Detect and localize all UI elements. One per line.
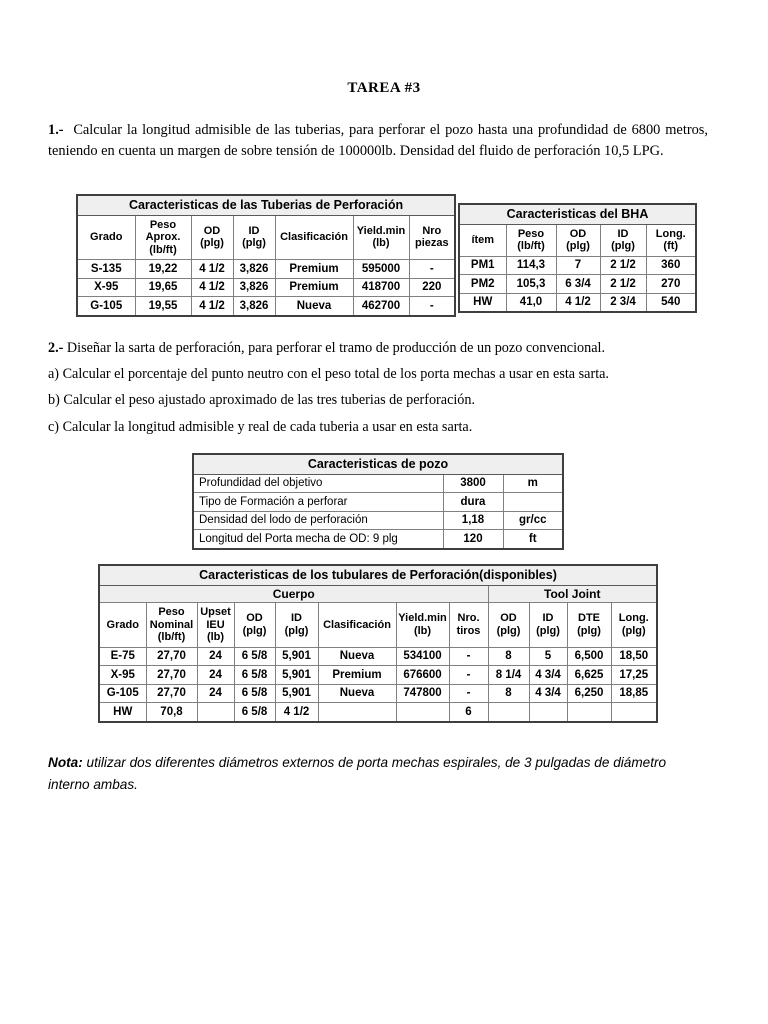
problem-2a-paragraph: a) Calcular el porcentaje del punto neutro con el peso total de los porta mechas a usar en esta sarta. — [48, 366, 609, 382]
table-row — [193, 474, 563, 493]
cell-yield: 595000 — [353, 260, 409, 279]
note-paragraph — [48, 752, 708, 796]
cell-dte: 6,250 — [567, 684, 611, 703]
problem-2b-paragraph: b) Calcular el peso ajustado aproximado de las tres tuberias de perforación. — [48, 392, 476, 408]
cell-yield: 418700 — [353, 278, 409, 297]
cell-id: 3,826 — [233, 297, 275, 316]
col-long — [611, 603, 657, 648]
cell-od: 4 1/2 — [191, 278, 233, 297]
cell-peso-nominal: 27,70 — [146, 666, 197, 685]
col-nro-piezas — [409, 215, 455, 260]
problem-2-number: 2.- — [48, 340, 64, 356]
table-row-title — [193, 454, 563, 474]
cell-upset: 24 — [197, 647, 234, 666]
table-row — [459, 293, 696, 312]
group-header-tool-joint: Tool Joint — [488, 585, 657, 603]
col-peso-line1: Peso — [149, 218, 177, 231]
cell-value: 1,18 — [443, 511, 503, 530]
col-id-line1: ID — [617, 227, 629, 240]
cell-clasificacion: Nueva — [318, 684, 396, 703]
cell-clasificacion: Nueva — [275, 297, 353, 316]
problem-2c-paragraph: c) Calcular la longitud admisible y real de cada tuberia a usar en esta sarta. — [48, 419, 473, 435]
col-nro-tiros — [449, 603, 488, 648]
col-peso-nominal-line2: Nominal — [149, 618, 194, 631]
cell-nro-piezas: - — [409, 297, 455, 316]
problem-2-text: Diseñar la sarta de perforación, para perforar el tramo de producción de un pozo convencional. — [66, 340, 606, 356]
col-nro-tiros-line1: Nro. — [457, 612, 480, 625]
cell-label: Longitud del Porta mecha de OD: 9 plg — [193, 530, 443, 549]
col-long-line1: Long. — [655, 227, 686, 240]
table-row-title — [459, 204, 696, 224]
cell-id: 2 1/2 — [600, 256, 646, 275]
col-peso-nominal-line3: (lb/ft) — [157, 631, 186, 643]
cell-od: 6 3/4 — [556, 275, 600, 294]
col-dte-line2: (plg) — [577, 624, 601, 637]
col-peso-line2: Aprox. — [145, 231, 181, 243]
col-id-tooljoint — [529, 603, 567, 648]
cell-id-tooljoint: 4 3/4 — [529, 684, 567, 703]
col-id-tj-line1: ID — [542, 612, 554, 625]
cell-id: 3,826 — [233, 260, 275, 279]
cell-clasificacion: Premium — [275, 260, 353, 279]
problem-1-text: Calcular la longitud admisible de las tuberias, para perforar el pozo hasta una profundidad de 6800 metros, teniendo en cuenta un margen de sobre tensión de 100000lb. Densidad del fluido de perforación 10,5 LPG. — [48, 122, 708, 159]
col-item — [459, 224, 506, 256]
cell-long: 540 — [646, 293, 696, 312]
table-row — [77, 297, 455, 316]
col-id — [233, 215, 275, 260]
cell-item: PM1 — [459, 256, 506, 275]
cell-od: 7 — [556, 256, 600, 275]
cell-id-cuerpo: 5,901 — [275, 684, 318, 703]
cell-od: 4 1/2 — [191, 297, 233, 316]
table-row — [77, 278, 455, 297]
cell-clasificacion: Nueva — [318, 647, 396, 666]
cell-long: 270 — [646, 275, 696, 294]
cell-od: 4 1/2 — [556, 293, 600, 312]
col-clasificacion — [275, 215, 353, 260]
col-upset-line1: Upset — [200, 606, 231, 618]
problem-1-paragraph — [48, 120, 708, 162]
table-header-row — [459, 224, 696, 256]
col-od-line2: (plg) — [200, 237, 224, 250]
col-yield-line2: (lb) — [372, 237, 390, 250]
table-pozo-title: Caracteristicas de pozo — [193, 454, 563, 474]
table-tubulares-title: Caracteristicas de los tubulares de Perforación(disponibles) — [99, 565, 657, 585]
cell-peso-nominal: 27,70 — [146, 647, 197, 666]
cell-grado: E-75 — [99, 647, 146, 666]
col-od — [191, 215, 233, 260]
col-od — [556, 224, 600, 256]
note-text: utilizar dos diferentes diámetros externos de porta mechas espirales, de 3 pulgadas de diámetro interno ambas. — [48, 755, 667, 792]
cell-od-tooljoint — [488, 703, 529, 722]
col-od-tooljoint — [488, 603, 529, 648]
cell-peso: 114,3 — [506, 256, 556, 275]
cell-unit: m — [503, 474, 563, 493]
col-peso-line2: (lb/ft) — [517, 240, 545, 252]
col-id-line1: ID — [248, 224, 260, 237]
col-long-line1: Long. — [618, 612, 649, 625]
col-upset-line3: (lb) — [206, 631, 225, 643]
col-peso — [506, 224, 556, 256]
cell-grado: X-95 — [77, 278, 135, 297]
cell-unit: gr/cc — [503, 511, 563, 530]
cell-grado: G-105 — [77, 297, 135, 316]
cell-od-cuerpo: 6 5/8 — [234, 647, 275, 666]
cell-grado: S-135 — [77, 260, 135, 279]
cell-label: Profundidad del objetivo — [193, 474, 443, 493]
cell-od-cuerpo: 6 5/8 — [234, 703, 275, 722]
cell-id-tooljoint: 4 3/4 — [529, 666, 567, 685]
cell-yield: 747800 — [396, 684, 449, 703]
col-item-line1: ítem — [471, 233, 495, 246]
cell-peso: 19,22 — [135, 260, 191, 279]
col-long-line2: (ft) — [663, 240, 679, 252]
cell-nro-tiros: 6 — [449, 703, 488, 722]
cell-grado: G-105 — [99, 684, 146, 703]
table-row — [459, 275, 696, 294]
table-tuberias-perforacion — [76, 194, 456, 317]
col-od-line2: (plg) — [566, 240, 590, 252]
cell-nro-piezas: - — [409, 260, 455, 279]
cell-yield: 534100 — [396, 647, 449, 666]
cell-upset: 24 — [197, 666, 234, 685]
cell-value: 3800 — [443, 474, 503, 493]
table-row — [99, 647, 657, 666]
note-label: Nota: — [48, 755, 83, 770]
col-od-cuerpo-line2: (plg) — [242, 624, 267, 637]
col-id-cuerpo-line1: ID — [291, 612, 302, 625]
col-id-tj-line2: (plg) — [536, 624, 560, 637]
col-id-cuerpo-line2: (plg) — [284, 624, 309, 637]
col-id — [600, 224, 646, 256]
cell-long: 360 — [646, 256, 696, 275]
page-title: TAREA #3 — [347, 80, 421, 96]
cell-item: PM2 — [459, 275, 506, 294]
table-bha — [458, 203, 697, 313]
cell-id-tooljoint — [529, 703, 567, 722]
col-nro-line1: Nro — [422, 224, 442, 237]
table-row-title — [99, 565, 657, 585]
table-caracteristicas-pozo — [192, 453, 564, 550]
col-peso-line3: (lb/ft) — [149, 243, 177, 256]
cell-od-cuerpo: 6 5/8 — [234, 666, 275, 685]
col-nro-tiros-line2: tiros — [456, 624, 481, 637]
table-row — [193, 493, 563, 512]
cell-label: Densidad del lodo de perforación — [193, 511, 443, 530]
col-grado-line1: Grado — [106, 618, 139, 631]
col-od-tj-line1: OD — [500, 612, 517, 625]
cell-peso: 19,65 — [135, 278, 191, 297]
table-header-row — [99, 603, 657, 648]
cell-long: 18,50 — [611, 647, 657, 666]
col-yield-line2: (lb) — [413, 624, 432, 637]
cell-id-cuerpo: 5,901 — [275, 647, 318, 666]
col-od-tj-line2: (plg) — [496, 624, 521, 637]
col-upset-ieu — [197, 603, 234, 648]
table-bha-title: Caracteristicas del BHA — [459, 204, 696, 224]
cell-od-tooljoint: 8 — [488, 647, 529, 666]
col-grado — [77, 215, 135, 260]
cell-id: 2 1/2 — [600, 275, 646, 294]
cell-id-cuerpo: 4 1/2 — [275, 703, 318, 722]
col-peso-line1: Peso — [517, 227, 545, 240]
cell-upset: 24 — [197, 684, 234, 703]
problem-2-paragraph — [48, 338, 708, 359]
table-row — [99, 666, 657, 685]
cell-peso: 19,55 — [135, 297, 191, 316]
cell-value: dura — [443, 493, 503, 512]
cell-id-cuerpo: 5,901 — [275, 666, 318, 685]
col-long-line2: (plg) — [621, 624, 646, 637]
table-row — [459, 256, 696, 275]
col-od-cuerpo-line1: OD — [246, 612, 263, 625]
col-od-cuerpo — [234, 603, 275, 648]
table-row — [99, 703, 657, 722]
table-row — [99, 684, 657, 703]
col-peso-aprox — [135, 215, 191, 260]
cell-yield — [396, 703, 449, 722]
col-grado-line1: Grado — [90, 231, 123, 243]
cell-yield: 462700 — [353, 297, 409, 316]
cell-unit — [503, 493, 563, 512]
cell-id: 3,826 — [233, 278, 275, 297]
col-grado — [99, 603, 146, 648]
col-upset-line2: IEU — [206, 618, 225, 631]
cell-item: HW — [459, 293, 506, 312]
cell-dte: 6,625 — [567, 666, 611, 685]
col-yield-min — [353, 215, 409, 260]
group-header-cuerpo: Cuerpo — [99, 585, 488, 603]
col-yield-line1: Yield.min — [398, 612, 447, 625]
problem-1-number: 1.- — [48, 122, 64, 138]
col-id-cuerpo — [275, 603, 318, 648]
cell-clasificacion: Premium — [275, 278, 353, 297]
table-tuberias-title: Caracteristicas de las Tuberias de Perforación — [77, 195, 455, 215]
col-clasificacion-line1: Clasificación — [280, 231, 348, 243]
table-header-row — [77, 215, 455, 260]
col-nro-line2: piezas — [414, 237, 449, 250]
cell-long — [611, 703, 657, 722]
cell-grado: HW — [99, 703, 146, 722]
cell-id: 2 3/4 — [600, 293, 646, 312]
col-yield-min — [396, 603, 449, 648]
col-id-line2: (plg) — [611, 240, 635, 252]
cell-dte: 6,500 — [567, 647, 611, 666]
cell-peso: 105,3 — [506, 275, 556, 294]
cell-od-cuerpo: 6 5/8 — [234, 684, 275, 703]
table-row — [77, 260, 455, 279]
cell-od-tooljoint: 8 — [488, 684, 529, 703]
cell-nro-tiros: - — [449, 647, 488, 666]
col-clasificacion — [318, 603, 396, 648]
cell-label: Tipo de Formación a perforar — [193, 493, 443, 512]
col-id-line2: (plg) — [242, 237, 266, 250]
col-od-line1: OD — [569, 227, 587, 240]
cell-value: 120 — [443, 530, 503, 549]
cell-peso-nominal: 70,8 — [146, 703, 197, 722]
table-row — [193, 530, 563, 549]
cell-long: 18,85 — [611, 684, 657, 703]
cell-peso: 41,0 — [506, 293, 556, 312]
col-od-line1: OD — [203, 224, 221, 237]
cell-clasificacion: Premium — [318, 666, 396, 685]
col-dte — [567, 603, 611, 648]
cell-upset — [197, 703, 234, 722]
cell-dte — [567, 703, 611, 722]
cell-nro-tiros: - — [449, 684, 488, 703]
cell-nro-piezas: 220 — [409, 278, 455, 297]
cell-unit: ft — [503, 530, 563, 549]
cell-yield: 676600 — [396, 666, 449, 685]
cell-grado: X-95 — [99, 666, 146, 685]
col-peso-nominal-line1: Peso — [158, 606, 185, 618]
table-row — [193, 511, 563, 530]
table-tubulares-perforacion — [98, 564, 658, 723]
cell-peso-nominal: 27,70 — [146, 684, 197, 703]
cell-od: 4 1/2 — [191, 260, 233, 279]
cell-nro-tiros: - — [449, 666, 488, 685]
col-dte-line1: DTE — [578, 612, 600, 625]
col-yield-line1: Yield.min — [356, 224, 406, 237]
cell-clasificacion — [318, 703, 396, 722]
col-clasificacion-line1: Clasificación — [323, 618, 391, 631]
cell-od-tooljoint: 8 1/4 — [488, 666, 529, 685]
table-row-title — [77, 195, 455, 215]
table-group-header-row — [99, 585, 657, 603]
col-peso-nominal — [146, 603, 197, 648]
col-long — [646, 224, 696, 256]
cell-long: 17,25 — [611, 666, 657, 685]
cell-id-tooljoint: 5 — [529, 647, 567, 666]
